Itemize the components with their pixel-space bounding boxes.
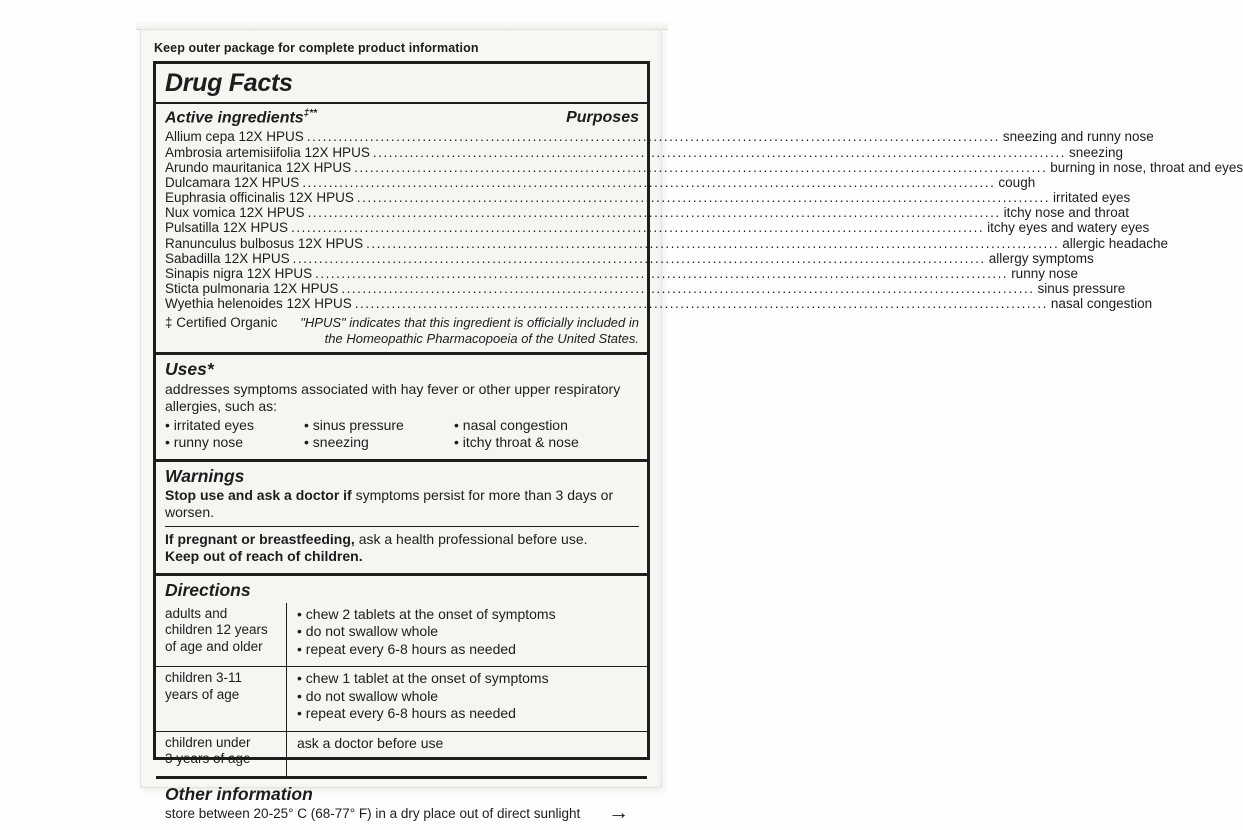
other-information-title: Other information — [165, 783, 313, 804]
dotted-leader — [357, 190, 1050, 205]
ingredient-name: Sabadilla 12X HPUS — [165, 250, 290, 266]
ingredient-name: Sinapis nigra 12X HPUS — [165, 266, 313, 282]
ingredient-name: Ambrosia artemisiifolia 12X HPUS — [165, 144, 370, 160]
active-ingredients-header — [156, 104, 647, 128]
dosage-step: • chew 1 tablet at the onset of symptoms — [297, 670, 643, 688]
age-group-line: 3 years of age — [165, 751, 251, 767]
ingredient-row — [165, 159, 1243, 175]
age-group-line: of age and older — [165, 638, 263, 654]
dotted-leader — [355, 296, 1048, 311]
hpus-line-1: "HPUS" indicates that this ingredient is officially included in — [300, 314, 639, 330]
warnings-section — [156, 459, 647, 573]
stop-use-warning — [165, 487, 639, 521]
dotted-leader — [293, 251, 986, 266]
uses-bullet: • irritated eyes — [165, 417, 304, 435]
directions-row-adults — [156, 603, 647, 667]
age-group — [156, 603, 287, 667]
ingredient-name: Ranunculus bulbosus 12X HPUS — [165, 235, 364, 251]
ingredient-purpose: runny nose — [1011, 266, 1078, 282]
age-group-line: children 12 years — [165, 622, 268, 638]
ingredient-row — [165, 205, 1130, 221]
ingredient-name: Sticta pulmonaria 12X HPUS — [165, 281, 339, 297]
ingredient-purpose: sneezing — [1068, 144, 1123, 160]
ingredient-name: Allium cepa 12X HPUS — [165, 129, 304, 145]
ingredient-row — [165, 144, 1123, 160]
drug-facts-panel — [153, 61, 1243, 825]
dosage-step: • do not swallow whole — [297, 688, 643, 706]
active-ingredients-text: Active ingredients — [165, 109, 304, 127]
ingredient-name: Dulcamara 12X HPUS — [165, 174, 300, 190]
hpus-definition — [288, 315, 639, 347]
dosage-step: ask a doctor before use — [297, 734, 444, 751]
ingredient-row — [165, 250, 1094, 266]
uses-section — [156, 352, 647, 459]
storage-instructions: store between 20-25° C (68-77° F) in a dry place out of direct sunlight — [165, 805, 581, 821]
ingredient-row — [165, 220, 1150, 236]
uses-bullet-grid — [165, 417, 639, 452]
uses-bullet: • nasal congestion — [454, 417, 639, 435]
ingredient-row — [165, 235, 1169, 251]
dosage-step: • chew 2 tablets at the onset of symptoms — [297, 606, 643, 624]
pregnant-warning — [165, 531, 639, 548]
ingredient-purpose: irritated eyes — [1052, 190, 1131, 206]
product-box — [140, 29, 1243, 825]
ingredient-row — [165, 190, 1131, 206]
ingredient-row — [165, 281, 1126, 297]
active-ingredients-label — [165, 108, 317, 127]
age-group — [156, 667, 287, 731]
keep-outer-package-note: Keep outer package for complete product information — [154, 41, 479, 55]
ingredient-purpose: nasal congestion — [1050, 296, 1153, 312]
ingredient-purpose: cough — [998, 174, 1036, 190]
ingredient-row — [165, 129, 1154, 145]
pregnant-rest: ask a health professional before use. — [354, 530, 588, 547]
warnings-divider — [165, 526, 639, 527]
directions-table — [156, 603, 647, 776]
ingredient-name: Arundo mauritanica 12X HPUS — [165, 159, 352, 175]
age-group-line: years of age — [165, 686, 240, 702]
ingredient-row — [165, 266, 1078, 282]
ingredient-purpose: burning in nose, throat and eyes — [1050, 159, 1243, 175]
arrow-right-icon: → — [608, 801, 629, 825]
ingredient-purpose: sneezing and runny nose — [1002, 129, 1154, 145]
uses-bullet: • runny nose — [165, 434, 304, 452]
ingredient-name: Nux vomica 12X HPUS — [165, 205, 305, 221]
dosage-instructions — [287, 732, 647, 776]
directions-row-children-under-3 — [156, 731, 647, 776]
ingredient-name: Pulsatilla 12X HPUS — [165, 220, 289, 236]
ingredient-row — [165, 296, 1153, 312]
dotted-leader — [302, 175, 995, 190]
keep-out-of-reach-warning: Keep out of reach of children. — [165, 547, 363, 564]
dosage-step: • repeat every 6-8 hours as needed — [297, 641, 643, 659]
drug-facts-title: Drug Facts — [156, 64, 647, 104]
ingredient-purpose: itchy eyes and watery eyes — [987, 220, 1150, 236]
dotted-leader — [315, 266, 1008, 281]
directions-section — [156, 573, 647, 776]
uses-bullet: • sneezing — [304, 434, 454, 452]
purposes-label: Purposes — [566, 109, 639, 127]
dotted-leader — [373, 145, 1066, 160]
dosage-step: • repeat every 6-8 hours as needed — [297, 705, 643, 723]
uses-bullet: • itchy throat & nose — [454, 434, 639, 452]
hpus-line-2: the Homeopathic Pharmacopoeia of the United States. — [324, 330, 639, 346]
dotted-leader — [307, 129, 1000, 144]
ingredient-row — [165, 174, 1036, 190]
ingredient-list — [156, 128, 1243, 312]
uses-bullet: • sinus pressure — [304, 417, 454, 435]
ingredient-name: Wyethia helenoides 12X HPUS — [165, 296, 352, 312]
storage-line — [165, 801, 637, 825]
uses-title: Uses* — [165, 358, 214, 379]
dosage-instructions — [287, 667, 647, 731]
uses-intro: addresses symptoms associated with hay fever or other upper respiratory allergies, such as: — [165, 380, 621, 414]
dotted-leader — [341, 281, 1034, 296]
ingredient-purpose: sinus pressure — [1037, 281, 1126, 297]
dosage-instructions — [287, 603, 647, 667]
age-group-line: children 3-11 — [165, 670, 243, 686]
directions-row-children-3-11 — [156, 666, 647, 731]
stop-use-lead: Stop use and ask a doctor if — [165, 486, 352, 503]
age-group-line: adults and — [165, 605, 228, 621]
age-group — [156, 732, 287, 776]
ingredients-footnote — [156, 312, 647, 352]
ingredient-purpose: allergy symptoms — [988, 250, 1094, 266]
dotted-leader — [354, 160, 1047, 175]
pregnant-lead: If pregnant or breastfeeding, — [165, 530, 355, 547]
footnote-markers: ‡** — [303, 108, 318, 119]
dotted-leader — [366, 236, 1059, 251]
dosage-step: • do not swallow whole — [297, 623, 643, 641]
stop-use-rest: symptoms persist for more than 3 days or worsen. — [165, 486, 614, 520]
ingredient-purpose: itchy nose and throat — [1003, 205, 1130, 221]
dotted-leader — [308, 205, 1001, 220]
dotted-leader — [291, 220, 984, 235]
certified-organic-note: ‡ Certified Organic — [165, 314, 278, 330]
other-information-section — [156, 776, 647, 830]
age-group-line: children under — [165, 734, 251, 750]
directions-title: Directions — [165, 579, 251, 600]
ingredient-purpose: allergic headache — [1062, 235, 1169, 251]
warnings-title: Warnings — [165, 465, 245, 486]
ingredient-name: Euphrasia officinalis 12X HPUS — [165, 190, 354, 206]
